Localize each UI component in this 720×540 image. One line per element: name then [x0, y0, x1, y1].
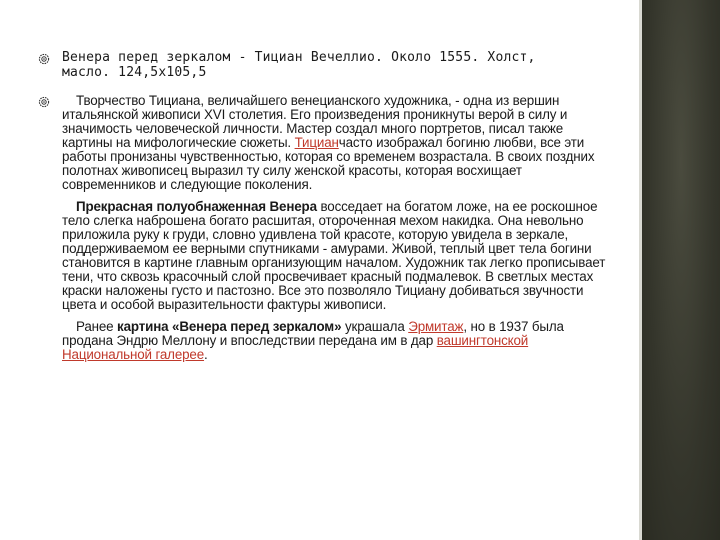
slide-content: [38, 50, 610, 370]
para1-text-2: часто изображал богиню любви, все эти работы пронизаны чувственностью, которая со временем возрастала. В своих поздних полотнах живописец выразил ту силу женской красоты, которая восхищает современников и следующие поколения.: [62, 135, 595, 192]
titian-link[interactable]: Тициан: [294, 135, 339, 150]
gear-bullet-icon: [38, 53, 50, 65]
decorative-sidebar: [642, 0, 720, 540]
para3-text-4: .: [204, 347, 208, 362]
national-gallery-link[interactable]: вашингтонской Национальной галерее: [62, 333, 529, 362]
para3-text-1: Ранее: [76, 319, 118, 334]
title-bullet: [38, 50, 610, 80]
para2-text-2: восседает на богатом ложе, на ее роскошное тело слегка наброшена богато расшитая, отороченная мехом накидка. Она невольно приложила руку к груди, словно удивлена той красоте, которую увидела в зеркале, поддерживаемом ее верными спутниками - амурами. Живой, теплый цвет тела богини становится в картине главным организующим началом. Художник так легко прописывает тени, что сквозь красочный слой просвечивает красный подмалевок. В светлых местах краски наложены густо и пастозно. Все это позволяло Тициану добиваться звучности цвета и особой выразительности фактуры живописи.: [62, 199, 606, 312]
para2-bold-1: Прекрасная: [76, 199, 153, 214]
para3-text-3: , но в 1937 была продана Эндрю Меллону и впоследствии передана им в дар: [62, 319, 564, 348]
gear-bullet-icon: [38, 96, 50, 108]
paragraph-venus-description: [62, 200, 610, 312]
para1-text-1: Творчество Тициана, величайшего венецианского художника, - одна из вершин итальянской живописи XVI столетия. Его произведения проникнуты верой в силу и значимость человеческой личности. Мастер создал много портретов, писал также картины на мифологические сюжеты.: [62, 93, 568, 150]
title-line-2: масло. 124,5х105,5: [62, 65, 207, 80]
slide-title: [62, 50, 610, 80]
paragraph-provenance: [62, 320, 610, 362]
para2-bold-2: полуобнаженная Венера: [156, 199, 317, 214]
hermitage-link[interactable]: Эрмитаж: [408, 319, 464, 334]
paragraph-titian-work: [62, 94, 610, 192]
para3-bold-1: картина «Венера перед зеркалом»: [117, 319, 342, 334]
title-line-1: Венера перед зеркалом - Тициан Вечеллио. Около 1555. Холст,: [62, 50, 536, 65]
body-bullet: [38, 94, 610, 362]
para3-text-2: украшала: [341, 319, 409, 334]
